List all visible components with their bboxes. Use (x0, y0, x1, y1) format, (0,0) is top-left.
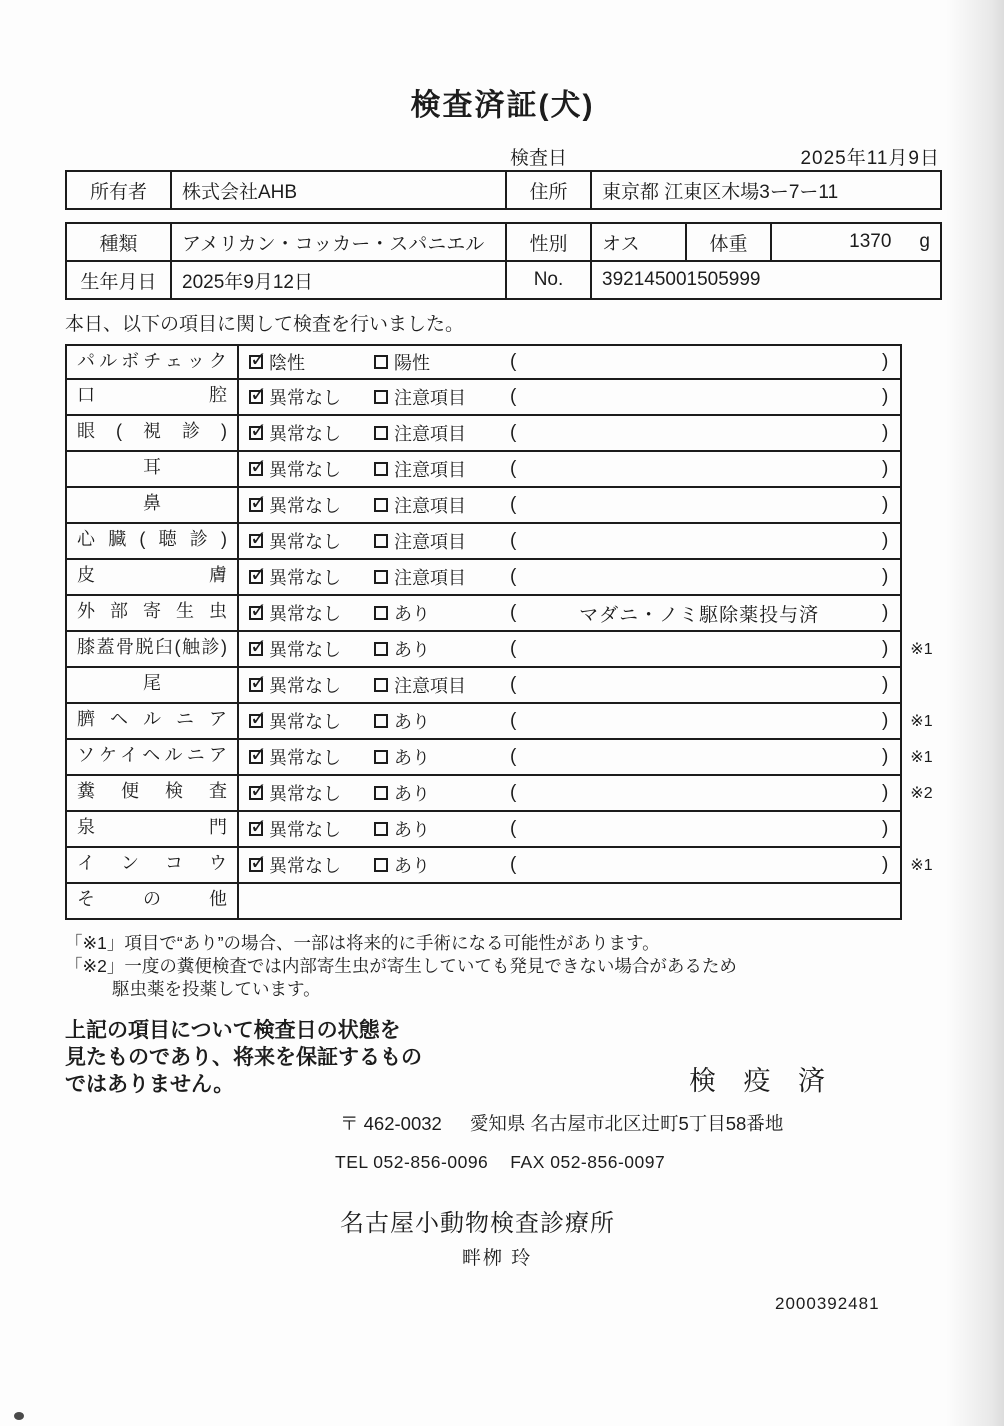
close-paren: ) (881, 710, 889, 731)
checkbox-unchecked-icon (374, 750, 388, 764)
clinic-tel-line (335, 1152, 940, 1173)
exam-row (65, 452, 940, 488)
address-value: 東京都 江東区木場3ー7ー11 (591, 171, 941, 209)
exam-item-label: 心臓(聴診) (67, 524, 239, 558)
checkbox-label: あり (394, 712, 430, 732)
exam-option (239, 492, 374, 518)
remark-parentheses (510, 746, 900, 768)
checkbox-label: あり (394, 784, 430, 804)
footnote-marker: ※1 (910, 857, 933, 874)
exam-item-label: 口腔 (67, 380, 239, 414)
checkbox-unchecked-icon (374, 570, 388, 584)
exam-option (239, 564, 374, 590)
checkbox-label: 注意項目 (394, 388, 466, 408)
exam-option (374, 349, 510, 375)
checkbox-checked-icon (249, 570, 263, 584)
checkbox-unchecked-icon (374, 606, 388, 620)
exam-row (65, 812, 940, 848)
checkbox-checked-icon (249, 534, 263, 548)
exam-item-label: ソケイヘルニア (67, 740, 239, 774)
checkbox-checked-icon (249, 390, 263, 404)
checkbox-label: 異常なし (269, 424, 341, 444)
close-paren: ) (881, 494, 889, 515)
exam-row-content (239, 632, 900, 666)
remark-parentheses (510, 386, 900, 408)
clinic-address: 愛知県 名古屋市北区辻町5丁目58番地 (469, 1113, 784, 1134)
checkbox-checked-icon (249, 678, 263, 692)
open-paren: ( (510, 458, 517, 479)
exam-row-content (239, 704, 900, 738)
exam-option (374, 780, 510, 806)
open-paren: ( (510, 818, 517, 839)
clinic-fax: FAX 052-856-0097 (510, 1152, 666, 1172)
exam-option (239, 816, 374, 842)
exam-option (374, 528, 510, 554)
close-paren: ) (881, 674, 889, 695)
exam-row-content (239, 416, 900, 450)
exam-row-content (239, 740, 900, 774)
exam-row (65, 416, 940, 452)
owner-label: 所有者 (66, 171, 171, 209)
exam-row (65, 740, 940, 776)
breed-row (66, 223, 941, 261)
exam-row (65, 488, 940, 524)
exam-item-label: パルボチェック (67, 346, 239, 378)
breed-value: アメリカン・コッカー・スパニエル (171, 223, 506, 261)
open-paren: ( (510, 494, 517, 515)
checkbox-unchecked-icon (374, 355, 388, 369)
disclaimer-line-3: ではありません。 (65, 1073, 235, 1096)
checkbox-label: 異常なし (269, 784, 341, 804)
footnote-1: 「※1」項目で“あり”の場合、一部は将来的に手術になる可能性があります。 (65, 933, 660, 953)
exam-item-label: 膝蓋骨脱臼(触診) (67, 632, 239, 666)
exam-row-content (239, 346, 900, 378)
footnote-marker (902, 488, 940, 524)
checkbox-label: 注意項目 (394, 568, 466, 588)
exam-item-label: 外部寄生虫 (67, 596, 239, 630)
exam-row-content (239, 452, 900, 486)
exam-row-content (239, 488, 900, 522)
exam-row-inner (65, 776, 902, 812)
open-paren: ( (510, 386, 517, 407)
checkbox-label: 注意項目 (394, 532, 466, 552)
inspection-date-row (65, 146, 940, 170)
checkbox-checked-icon (249, 642, 263, 656)
exam-row-inner (65, 452, 902, 488)
exam-table (65, 344, 940, 920)
open-paren: ( (510, 854, 517, 875)
exam-option (239, 384, 374, 410)
open-paren: ( (510, 674, 517, 695)
exam-row-inner (65, 704, 902, 740)
clinic-address-line (340, 1110, 940, 1136)
remark-parentheses (510, 710, 900, 732)
checkbox-label: 異常なし (269, 820, 341, 840)
disclaimer-line-2: 見たものであり、将来を保証するもの (65, 1046, 422, 1069)
exam-item-label: 尾 (67, 668, 239, 702)
scan-speck (14, 1412, 24, 1420)
exam-item-label: 鼻 (67, 488, 239, 522)
remark-parentheses (510, 351, 900, 373)
exam-option (239, 349, 374, 375)
breed-label: 種類 (66, 223, 171, 261)
serial-number: 2000392481 (775, 1294, 880, 1313)
checkbox-label: 陽性 (394, 353, 430, 373)
exam-option (239, 528, 374, 554)
exam-row-inner (65, 560, 902, 596)
remark-parentheses (510, 854, 900, 876)
exam-option (374, 564, 510, 590)
exam-row-content (239, 596, 900, 630)
checkbox-label: 異常なし (269, 496, 341, 516)
exam-option (239, 420, 374, 446)
exam-item-label: 臍ヘルニア (67, 704, 239, 738)
exam-row (65, 704, 940, 740)
owner-row (66, 171, 941, 209)
close-paren: ) (881, 854, 889, 875)
exam-row (65, 560, 940, 596)
checkbox-label: 注意項目 (394, 676, 466, 696)
exam-option (239, 636, 374, 662)
veterinarian-name: 畔栁 玲 (462, 1248, 533, 1269)
exam-row (65, 596, 940, 632)
exam-option (374, 636, 510, 662)
checkbox-label: 注意項目 (394, 460, 466, 480)
footnote-marker (902, 380, 940, 416)
checkbox-checked-icon (249, 858, 263, 872)
clinic-tel: TEL 052-856-0096 (335, 1152, 489, 1172)
footnote-marker (902, 812, 940, 848)
exam-row-content (239, 812, 900, 846)
checkbox-label: 異常なし (269, 640, 341, 660)
exam-row-inner (65, 740, 902, 776)
exam-row (65, 668, 940, 704)
sex-value: オス (591, 223, 686, 261)
exam-row-inner (65, 344, 902, 380)
open-paren: ( (510, 710, 517, 731)
footnote-marker: ※1 (910, 749, 933, 766)
checkbox-label: あり (394, 820, 430, 840)
exam-option (374, 492, 510, 518)
checkbox-checked-icon (249, 606, 263, 620)
remark-parentheses (510, 458, 900, 480)
number-label: No. (506, 261, 591, 299)
checkbox-unchecked-icon (374, 642, 388, 656)
exam-row-content (239, 560, 900, 594)
animal-info-table (65, 222, 942, 300)
exam-option (374, 708, 510, 734)
footnote-marker: ※1 (910, 713, 933, 730)
footnote-2-line-2: 駆虫薬を投薬しています。 (112, 979, 321, 999)
footnote-marker (902, 884, 940, 920)
checkbox-label: あり (394, 856, 430, 876)
checkbox-checked-icon (249, 750, 263, 764)
exam-option (239, 852, 374, 878)
checkbox-unchecked-icon (374, 678, 388, 692)
exam-row (65, 632, 940, 668)
exam-item-label: インコウ (67, 848, 239, 882)
checkbox-label: 異常なし (269, 388, 341, 408)
checkbox-unchecked-icon (374, 390, 388, 404)
checkbox-unchecked-icon (374, 822, 388, 836)
exam-option (374, 744, 510, 770)
exam-row-content (239, 380, 900, 414)
remark-parentheses (510, 530, 900, 552)
intro-sentence: 本日、以下の項目に関して検査を行いました。 (65, 314, 465, 335)
remark-parentheses (510, 638, 900, 660)
footnotes (65, 932, 940, 1001)
exam-option (239, 708, 374, 734)
document-title: 検査済証(犬) (410, 89, 595, 122)
remark-parentheses (510, 782, 900, 804)
footnote-marker: ※1 (910, 641, 933, 658)
checkbox-unchecked-icon (374, 426, 388, 440)
close-paren: ) (881, 458, 889, 479)
checkbox-label: 異常なし (269, 568, 341, 588)
exam-row-inner (65, 632, 902, 668)
close-paren: ) (881, 746, 889, 767)
open-paren: ( (510, 351, 517, 372)
checkbox-checked-icon (249, 426, 263, 440)
checkbox-label: 異常なし (269, 604, 341, 624)
close-paren: ) (881, 530, 889, 551)
remark-parentheses (510, 494, 900, 516)
weight-cell (771, 223, 941, 261)
exam-row-inner (65, 488, 902, 524)
remark-parentheses (510, 566, 900, 588)
address-label: 住所 (506, 171, 591, 209)
exam-row-inner (65, 416, 902, 452)
open-paren: ( (510, 602, 517, 623)
weight-unit: g (919, 231, 930, 252)
exam-item-label: 泉門 (67, 812, 239, 846)
close-paren: ) (881, 638, 889, 659)
exam-row (65, 524, 940, 560)
disclaimer-line-1: 上記の項目について検査日の状態を (65, 1019, 401, 1042)
disclaimer-block (65, 1017, 940, 1098)
close-paren: ) (881, 422, 889, 443)
exam-row-content (239, 776, 900, 810)
inspection-date-value: 2025年11月9日 (800, 148, 940, 169)
exam-row-content (239, 524, 900, 558)
checkbox-unchecked-icon (374, 786, 388, 800)
exam-option (239, 744, 374, 770)
clinic-postal-code: 〒 462-0032 (340, 1113, 442, 1134)
exam-row-inner (65, 848, 902, 884)
footnote-2-line-1: 「※2」一度の糞便検査では内部寄生虫が寄生していても発見できない場合があるため (65, 956, 737, 976)
close-paren: ) (881, 602, 889, 623)
exam-row-inner (65, 668, 902, 704)
clinic-name: 名古屋小動物検査診療所 (340, 1210, 615, 1237)
checkbox-label: 異常なし (269, 460, 341, 480)
quarantine-stamp: 検 疫 済 (688, 1066, 835, 1096)
exam-option (374, 816, 510, 842)
owner-value: 株式会社AHB (171, 171, 506, 209)
document-content (65, 0, 940, 1314)
open-paren: ( (510, 566, 517, 587)
checkbox-label: あり (394, 640, 430, 660)
exam-row-inner (65, 380, 902, 416)
close-paren: ) (881, 386, 889, 407)
checkbox-checked-icon (249, 786, 263, 800)
exam-row (65, 884, 940, 920)
footnote-marker (902, 344, 940, 380)
scan-edge-shadow (946, 0, 1004, 1426)
footnote-marker (902, 524, 940, 560)
open-paren: ( (510, 782, 517, 803)
exam-option (239, 456, 374, 482)
exam-option (374, 672, 510, 698)
checkbox-label: 陰性 (269, 353, 305, 373)
exam-item-label: 皮膚 (67, 560, 239, 594)
exam-row-content (239, 848, 900, 882)
exam-item-label: 眼(視診) (67, 416, 239, 450)
exam-row (65, 380, 940, 416)
checkbox-checked-icon (249, 355, 263, 369)
open-paren: ( (510, 638, 517, 659)
exam-row-inner (65, 884, 902, 920)
remark-parentheses (510, 422, 900, 444)
birthdate-label: 生年月日 (66, 261, 171, 299)
birthdate-value: 2025年9月12日 (171, 261, 506, 299)
owner-table (65, 170, 942, 210)
exam-item-label: その他 (67, 884, 239, 918)
checkbox-unchecked-icon (374, 858, 388, 872)
remark-parentheses (510, 600, 900, 627)
checkbox-label: あり (394, 748, 430, 768)
exam-option (239, 672, 374, 698)
checkbox-checked-icon (249, 498, 263, 512)
remark-text: マダニ・ノミ駆除薬投与済 (579, 604, 820, 626)
birthdate-row (66, 261, 941, 299)
remark-parentheses (510, 674, 900, 696)
checkbox-label: 注意項目 (394, 496, 466, 516)
open-paren: ( (510, 746, 517, 767)
checkbox-label: 異常なし (269, 676, 341, 696)
footnote-marker (902, 416, 940, 452)
checkbox-unchecked-icon (374, 462, 388, 476)
checkbox-unchecked-icon (374, 498, 388, 512)
exam-row-content (239, 668, 900, 702)
inspection-date-label: 検査日 (510, 148, 568, 169)
exam-row (65, 344, 940, 380)
exam-option (239, 780, 374, 806)
checkbox-label: 異常なし (269, 748, 341, 768)
checkbox-checked-icon (249, 462, 263, 476)
weight-value: 1370 (849, 231, 892, 252)
open-paren: ( (510, 530, 517, 551)
exam-option (374, 600, 510, 626)
checkbox-label: 注意項目 (394, 424, 466, 444)
exam-row-inner (65, 596, 902, 632)
exam-row-inner (65, 812, 902, 848)
exam-item-label: 耳 (67, 452, 239, 486)
close-paren: ) (881, 566, 889, 587)
footnote-marker: ※2 (910, 785, 933, 802)
exam-option (374, 852, 510, 878)
footnote-marker (902, 452, 940, 488)
exam-item-label: 糞便検査 (67, 776, 239, 810)
checkbox-checked-icon (249, 714, 263, 728)
close-paren: ) (881, 351, 889, 372)
exam-option (374, 420, 510, 446)
weight-label: 体重 (686, 223, 771, 261)
exam-row (65, 776, 940, 812)
exam-row (65, 848, 940, 884)
exam-option (374, 456, 510, 482)
remark-parentheses (510, 818, 900, 840)
checkbox-label: あり (394, 604, 430, 624)
checkbox-label: 異常なし (269, 856, 341, 876)
exam-row-content (239, 884, 900, 918)
checkbox-checked-icon (249, 822, 263, 836)
checkbox-label: 異常なし (269, 712, 341, 732)
open-paren: ( (510, 422, 517, 443)
footnote-marker (902, 560, 940, 596)
exam-option (374, 384, 510, 410)
number-value: 392145001505999 (591, 261, 941, 299)
exam-row-inner (65, 524, 902, 560)
close-paren: ) (881, 818, 889, 839)
close-paren: ) (881, 782, 889, 803)
sex-label: 性別 (506, 223, 591, 261)
exam-option (239, 600, 374, 626)
checkbox-unchecked-icon (374, 714, 388, 728)
footnote-marker (902, 668, 940, 704)
checkbox-unchecked-icon (374, 534, 388, 548)
checkbox-label: 異常なし (269, 532, 341, 552)
footnote-marker (902, 596, 940, 632)
